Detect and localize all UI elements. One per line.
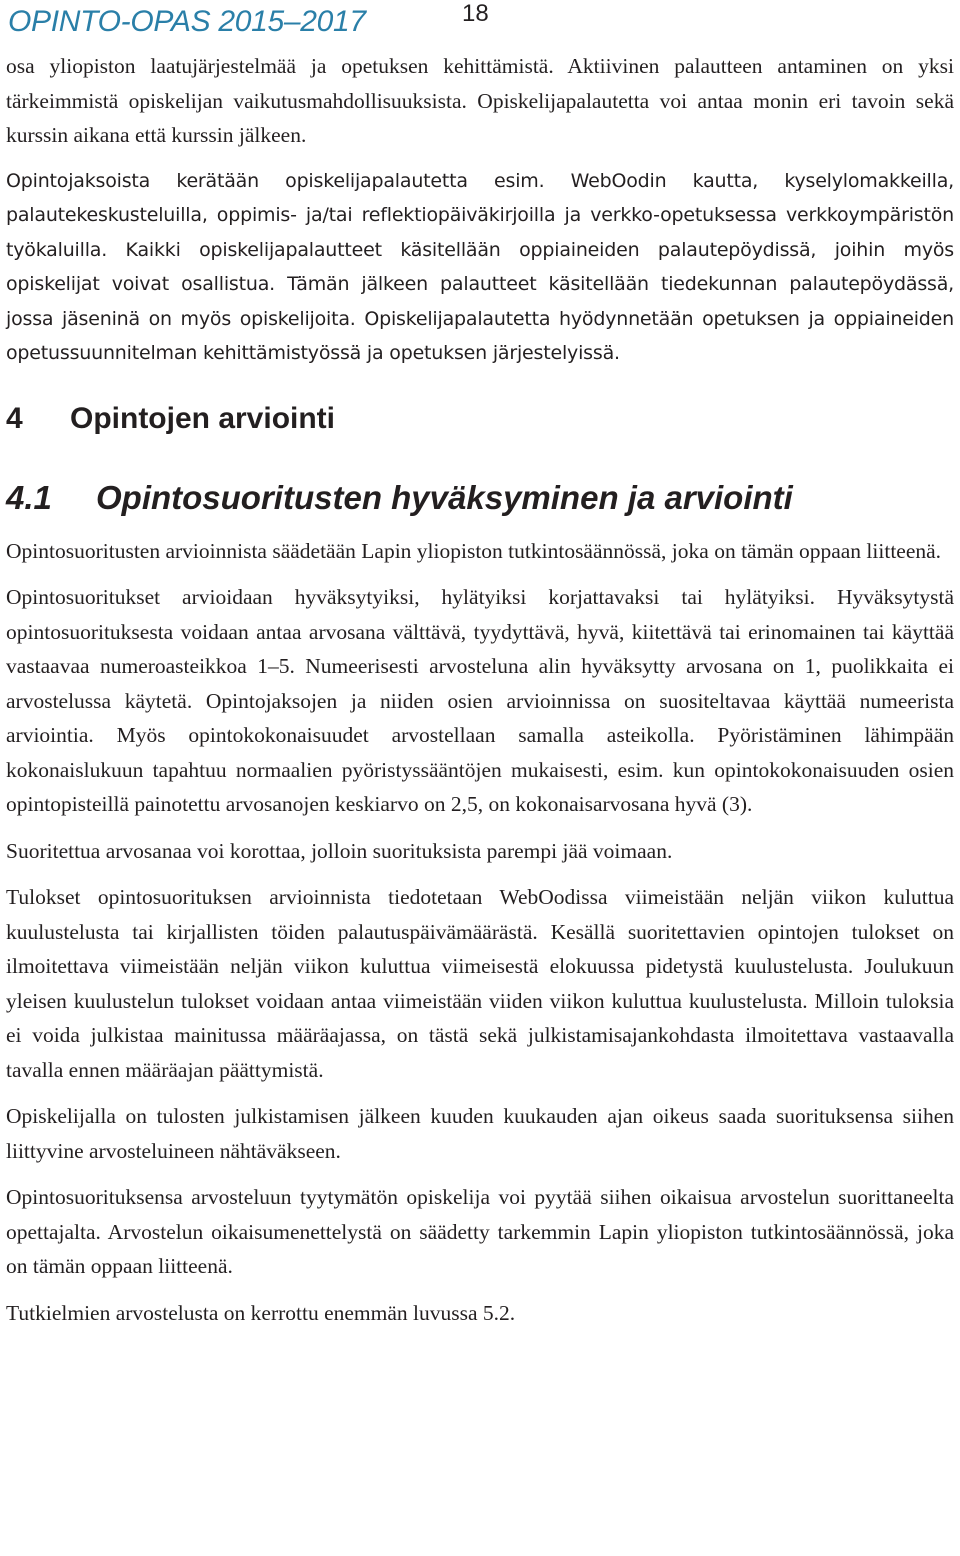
running-header <box>0 0 960 45</box>
paragraph-correction-request: Opintosuorituksensa arvosteluun tyytymätön opiskelija voi pyytää siihen oikaisua arvostelun suorittaneelta opettajalta. Arvostelun oikaisumenettelystä on säädetty tarkemmin Lapin yliopiston tutkintosäännössä, joka on tämän oppaan liitteenä. <box>6 1185 954 1278</box>
paragraph-inspection-right: Opiskelijalla on tulosten julkistamisen jälkeen kuuden kuukauden ajan oikeus saada suorituksensa siihen liittyvine arvosteluineen nähtäväkseen. <box>6 1104 954 1163</box>
subsection-title: Opintosuoritusten hyväksyminen ja arviointi <box>96 478 793 516</box>
paragraph-feedback-intro: osa yliopiston laatujärjestelmää ja opetuksen kehittämistä. Aktiivinen palautteen antaminen on yksi tärkeimmistä opiskelijan vaikutusmahdollisuuksista. Opiskelijapalautetta voi antaa monin eri tavoin sekä kurssin aikana että kurssin jälkeen. <box>6 54 954 147</box>
paragraph-thesis-reference: Tutkielmien arvostelusta on kerrottu enemmän luvussa 5.2. <box>6 1300 516 1325</box>
section-heading-4 <box>6 399 954 439</box>
section-title: Opintojen arviointi <box>70 401 336 435</box>
paragraph-grading-scale: Opintosuoritukset arvioidaan hyväksytyiksi, hylätyiksi korjattavaksi tai hylätyiksi. Hyväksytystä opintosuorituksesta voidaan antaa arvosana välttävä, tyydyttävä, hyvä, kiitettävä tai erinomainen tai käyttää vastaavaa numeroasteikkoa 1–5. Numeerisesti arvosteluna alin hyväksytty arvosana on 1, puolikkaita ei arvostelussa käytetä. Opintojaksojen ja niiden osien arvioinnissa on suositeltavaa käyttää numeerista arviointia. Myös opintokokonaisuudet arvostellaan samalla asteikolla. Pyöristäminen lähimpään kokonaislukuun tapahtuu normaalien pyöristyssääntöjen mukaisesti, esim. kun opintokokonaisuuden osien opintopisteillä painotettu arvosanojen keskiarvo on 2,5, on kokonaisarvosana hyvä (3). <box>6 585 954 816</box>
page-body <box>6 49 954 1330</box>
paragraph-grade-improvement: Suoritettua arvosanaa voi korottaa, jolloin suorituksista parempi jää voimaan. <box>6 838 673 863</box>
page-number: 18 <box>462 0 489 27</box>
subsection-heading-4-1 <box>6 477 954 519</box>
subsection-number: 4.1 <box>6 478 52 516</box>
paragraph-regulation: Opintosuoritusten arvioinnista säädetään Lapin yliopiston tutkintosäännössä, joka on tämän oppaan liitteenä. <box>6 538 942 563</box>
paragraph-feedback-methods: Opintojaksoista kerätään opiskelijapalautetta esim. WebOodin kautta, kyselylomakkeilla, palautekeskusteluilla, oppimis- ja/tai reflektiopäiväkirjoilla ja verkko-opetuksessa verkkoympäristön työkaluilla. Kaikki opiskelijapalautteet käsitellään oppiaineiden palautepöydissä, joihin myös opiskelijat voivat osallistua. Tämän jälkeen palautteet käsitellään tiedekunnan palautepöydässä, jossa jäseninä on myös opiskelijoita. Opiskelijapalautetta hyödynnetään opetuksen ja oppiaineiden opetussuunnitelman kehittämistyössä ja opetuksen järjestelyissä. <box>6 169 954 364</box>
paragraph-results-publication: Tulokset opintosuorituksen arvioinnista tiedotetaan WebOodissa viimeistään neljän viikon kuluttua kuulustelusta tai kirjallisten töiden palautuspäivämäärästä. Kesällä suoritettavien opintojen tulokset on ilmoitettava viimeistään neljän viikon kuluttua viimeisestä elokuussa pidetystä kuulustelusta. Joulukuun yleisen kuulustelun tulokset voidaan antaa viimeistään viiden viikon kuluttua kuulustelusta. Milloin tuloksia ei voida julkistaa mainitussa määräajassa, on tästä sekä julkistamisajankohdasta ilmoitettava vastaavalla tavalla ennen määräajan päättymistä. <box>6 885 954 1082</box>
running-header-title: OPINTO-OPAS 2015–2017 <box>8 5 366 38</box>
section-number: 4 <box>6 401 23 435</box>
